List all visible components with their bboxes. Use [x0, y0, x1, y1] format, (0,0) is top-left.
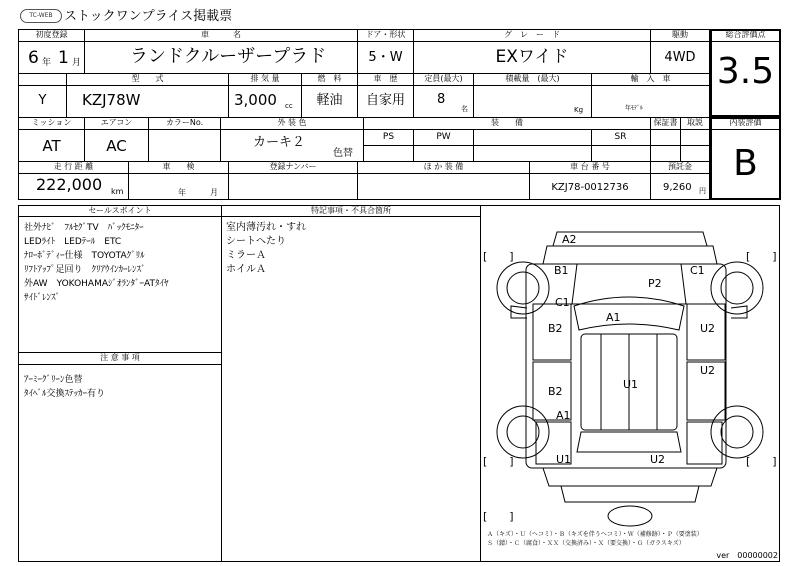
inspection-label: 車 検 — [162, 162, 195, 171]
model-code: Y — [38, 93, 47, 108]
damage-mark-a1-upper: A1 — [606, 311, 621, 324]
warranty-label: 保証書 — [653, 118, 678, 127]
damage-mark-b2-lower: B2 — [548, 385, 563, 398]
legend-line-2: Ｓ（錆）・Ｃ（腐食）・ＸＸ（交換済み）・Ｘ（要交換）・Ｇ（ガラスキズ） — [487, 540, 685, 547]
mileage-unit: km — [111, 187, 124, 196]
notice-line: ｱｰﾐｰｸﾞﾘｰﾝ色替 — [24, 375, 83, 385]
damage-mark-u1-center: U1 — [623, 378, 639, 391]
sales-point-line: 外AW YOKOHAMAｼﾞｵﾗﾝﾀﾞｰATﾀｲﾔ — [24, 279, 169, 289]
interior-label: 内装評価 — [729, 118, 762, 127]
color-changed: 色替 — [333, 148, 353, 159]
damage-mark-b2-upper: B2 — [548, 322, 563, 335]
special-notes-list — [226, 221, 306, 277]
insp-year-unit: 年 — [178, 188, 186, 197]
mission-value: AT — [42, 137, 61, 155]
damage-mark-u2-rear: U2 — [650, 453, 666, 466]
bracket: [ ] — [746, 455, 777, 468]
reg-number-label: 登録ナンバー — [269, 162, 317, 171]
version-label: ver 00000002 — [716, 551, 778, 560]
sales-points-title: セールスポイント — [88, 206, 152, 215]
equip-ps: PS — [382, 132, 395, 142]
damage-mark-b1: B1 — [554, 264, 569, 277]
page-title: ストックワンプライス掲載票 — [64, 9, 233, 24]
damage-mark-u2-upper: U2 — [700, 322, 716, 335]
special-note-line: 室内薄汚れ・すれ — [226, 222, 306, 233]
damage-mark-a2: A2 — [562, 233, 577, 246]
damage-mark-c1-left: C1 — [555, 296, 570, 309]
first-reg-month-unit: 月 — [72, 58, 82, 68]
bracket: [ ] — [483, 510, 514, 523]
exterior-label: 外 装 色 — [277, 118, 307, 127]
sales-point-line: 社外ﾅﾋﾞ ﾌﾙｾｸﾞTV ﾊﾞｯｸﾓﾆﾀｰ — [24, 223, 144, 233]
category-label: 車 歴 — [373, 74, 398, 83]
notice-line: ﾀｲﾍﾞﾙ交換ｽﾃｯｶｰ有り — [24, 389, 106, 399]
model-name: KZJ78W — [82, 91, 141, 109]
special-note-line: シートへたり — [226, 236, 286, 247]
category-value: 自家用 — [365, 93, 405, 108]
chassis-no-label: 車 台 番 号 — [570, 162, 610, 171]
bracket: [ ] — [746, 250, 777, 263]
car-name-label: 車 名 — [201, 30, 241, 39]
interior-score-value: B — [733, 143, 758, 184]
model-label: 型 式 — [131, 74, 164, 83]
door-shape-label: ドア・形状 — [365, 30, 406, 39]
manual-label: 取説 — [687, 118, 703, 127]
notices-list — [24, 373, 105, 401]
first-reg-month: 1 — [58, 48, 69, 68]
special-note-line: ホイルＡ — [226, 264, 266, 275]
deposit-value: 9,260 — [663, 182, 692, 193]
special-notes-title: 特記事項・不具合箇所 — [311, 206, 391, 215]
total-score-label: 総合評価点 — [725, 30, 766, 39]
capacity-label: 定員(最大) — [424, 74, 463, 83]
grade-label: グ レ ー ド — [504, 30, 560, 39]
sales-point-line: ﾅﾛｰﾎﾞﾃﾞｨｰ仕様 TOYOTAｸﾞﾘﾙ — [24, 251, 145, 261]
equip-sr: SR — [614, 132, 627, 142]
first-reg-year: 6 — [28, 48, 39, 68]
aircon-label: エアコン — [100, 118, 133, 127]
mission-label: ミッション — [31, 118, 72, 127]
deposit-unit: 円 — [699, 187, 706, 195]
deposit-label: 預託金 — [668, 162, 692, 171]
import-label: 輸 入 車 — [630, 74, 671, 83]
sales-points-list — [24, 221, 168, 305]
capacity-value: 8 — [437, 92, 446, 107]
capacity-unit: 名 — [461, 105, 468, 113]
damage-mark-c1-right: C1 — [690, 264, 705, 277]
displacement-value: 3,000 — [234, 91, 277, 109]
first-reg-year-unit: 年 — [42, 58, 52, 68]
total-score-value: 3.5 — [716, 51, 775, 92]
sales-point-line: ﾘﾌﾄｱｯﾌﾟ足回り ｸﾘｱｳｲﾝｶｰﾚﾝｽﾞ — [24, 265, 146, 275]
notices-title: 注 意 事 項 — [100, 353, 140, 362]
damage-mark-a1-lower: A1 — [556, 409, 571, 422]
mileage-value: 222,000 — [36, 175, 103, 194]
fuel-value: 軽油 — [316, 93, 343, 108]
displacement-label: 排 気 量 — [250, 74, 280, 83]
fuel-label: 燃 料 — [317, 74, 342, 83]
load-unit: Kg — [574, 106, 584, 114]
exterior-value: カーキ２ — [253, 135, 306, 150]
equip-pw: PW — [436, 132, 451, 142]
logo: TC-WEB — [20, 9, 62, 23]
color-no-label: カラーNo. — [165, 118, 204, 127]
equipment-label: 装 備 — [491, 118, 523, 127]
other-equip-label: ほ か 装 備 — [423, 162, 464, 171]
car-name-value: ランドクルーザープラド — [130, 46, 327, 67]
chassis-no-value: KZJ78-0012736 — [551, 182, 629, 193]
aircon-value: AC — [106, 137, 127, 155]
legend-line-1: Ａ（キズ）・Ｕ（ヘコミ）・Ｂ（キズを伴うヘコミ）・Ｗ（補修跡）・Ｐ（要塗装） — [487, 531, 703, 538]
door-shape-value: 5・W — [368, 50, 403, 65]
drive-label: 駆動 — [672, 30, 688, 39]
displacement-unit: cc — [285, 102, 293, 110]
damage-mark-u1-rear: U1 — [556, 453, 572, 466]
insp-month-unit: 月 — [210, 188, 218, 197]
bracket: [ ] — [483, 455, 514, 468]
load-label: 積載量 (最大) — [505, 74, 560, 83]
sales-point-line: ｻｲﾄﾞﾚﾝｽﾞ — [24, 293, 61, 303]
bracket: [ ] — [483, 250, 514, 263]
import-unit: 年ﾓﾃﾞﾙ — [625, 105, 644, 112]
damage-mark-u2-mid: U2 — [700, 364, 716, 377]
drive-value: 4WD — [664, 50, 696, 65]
grade-value: EXワイド — [495, 47, 569, 67]
mileage-label: 走 行 距 離 — [53, 162, 94, 171]
damage-mark-p2: P2 — [648, 277, 662, 290]
sales-point-line: LEDﾗｲﾄ LEDﾃｰﾙ ETC — [24, 237, 122, 247]
first-reg-label: 初度登録 — [35, 30, 68, 39]
special-note-line: ミラーＡ — [226, 250, 266, 261]
